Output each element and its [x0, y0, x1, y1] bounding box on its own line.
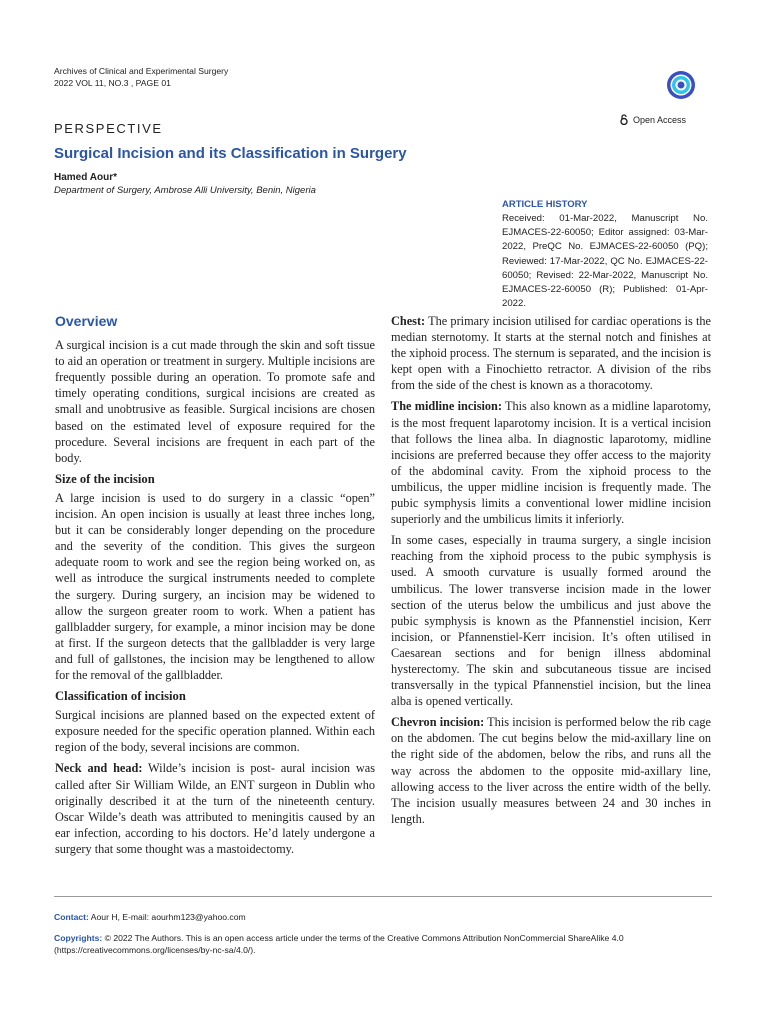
chevron-label: Chevron incision:	[391, 715, 485, 730]
size-paragraph: A large incision is used to do surgery in a classic “open” incision. An open incision is usually at least three inches long, but it can be considerably longer depending on the procedure and the severity of the condition. This gives the surgeon adequate room to work and see the region being worked on, as well as introduce the surgical instruments needed to complete the surgery. During surgery, an incision may be widened to allow the surgeon greater room to work. When a patient has gallbladder surgery, for example, a minor incision may be done at first. If the surgeon detects that the gallbladder is very large and full of gallstones, the incision may be lengthened to allow for the removal of the gallbladder.	[55, 490, 375, 682]
article-title: Surgical Incision and its Classification in Surgery	[54, 145, 407, 162]
section-label: PERSPECTIVE	[54, 121, 163, 136]
contact-text: Aour H, E-mail: aourhm123@yahoo.com	[90, 912, 246, 922]
article-history-text: Received: 01-Mar-2022, Manuscript No. EJMACES-22-60050; Editor assigned: 03-Mar-2022, PreQC No. EJMACES-22-60050 (PQ); Reviewed: 17-Mar-2022, QC No. EJMACES-22-60050; Revised: 22-Mar-2022, Manuscript No. EJMACES-22-60050 (R); Published: 01-Apr-2022.	[502, 213, 708, 310]
chevron-text: This incision is performed below the rib cage on the abdomen. The cut begins below the mid-axillary line on the right side of the abdomen, below the ribs, and runs all the way across the abdomen to the opposite mid-axillary line, allowing access to the liver across the entire width of the belly. The incision usually measures between 24 and 30 inches in length.	[391, 715, 711, 826]
midline-label: The midline incision:	[391, 399, 502, 414]
neck-head-label: Neck and head:	[55, 761, 143, 776]
overview-paragraph: A surgical incision is a cut made through the skin and soft tissue to aid an operation or treatment in surgery. Multiple incisions are frequently possible during an operation. To promote safe and timely operating conditions, surgical incisions are created as small and unobtrusive as feasible. Surgical incisions are chosen based on the estimated level of exposure required for the procedure. Several incisions are frequent in each part of the body.	[55, 338, 375, 465]
contact-line	[54, 912, 246, 922]
midline-text: This also known as a midline laparotomy, is the most frequent laparotomy incision. It is a vertical incision that follows the linea alba. In diagnostic laparotomy, midline incisions are preferred because they offer access to the majority of the abdominal cavity. From the xiphoid process to the umbilicus, the upper midline incision is frequently made. The pubic symphysis limits a conventional lower midline incision superiorly and the umbilicus limits it inferiorly.	[391, 399, 711, 527]
trauma-paragraph: In some cases, especially in trauma surgery, a single incision reaching from the xiphoid process to the pubic symphysis is used. A smooth curvature is usually formed around the umbilicus. The lower transverse incision made in the lower section of the uterus below the umbilicus and just above the pubic symphysis is known as the Pfannenstiel incision, Kerr incision, or Pfannenstiel-Kerr incision. It’s often utilised in Caesarean sections and for benign illness abdominal hysterectomy. The skin and subcutaneous tissue are incised transversally in the typical Pfannenstiel incision, but the linea alba is opened vertically.	[391, 533, 711, 709]
open-access-lock-icon	[620, 114, 628, 125]
body-column-right	[391, 313, 711, 832]
footer-divider	[54, 896, 712, 897]
author-affiliation: Department of Surgery, Ambrose Alli University, Benin, Nigeria	[54, 185, 316, 196]
open-access-badge	[620, 114, 686, 125]
overview-heading: Overview	[55, 313, 118, 329]
article-history	[502, 199, 708, 311]
classification-heading: Classification of incision	[55, 689, 186, 704]
journal-logo-icon	[666, 70, 696, 100]
midline-paragraph	[391, 398, 711, 527]
neck-head-text: Wilde’s incision is post- aural incision was called after Sir William Wilde, an ENT surgeon in Dublin who originally described it at the turn of the nineteenth century. Oscar Wilde’s death was attributed to meningitis caused by an ear infection, according to his doctors. He’d lately undergone a surgery that some thought was a mastoidectomy.	[55, 761, 375, 856]
author-name: Hamed Aour*	[54, 172, 117, 183]
copyright-label: Copyrights:	[54, 933, 103, 943]
journal-header	[54, 65, 228, 89]
chest-text: The primary incision utilised for cardiac operations is the median sternotomy. It starts at the sternal notch and finishes at the xiphoid process. The sternum is separated, and the incision is kept open with a Finochietto retractor. A division of the ribs from the side of the chest is known as a thoracotomy.	[391, 314, 712, 393]
body-column-left	[55, 313, 375, 862]
issue-line: 2022 VOL 11, NO.3 , PAGE 01	[54, 78, 171, 88]
contact-label: Contact:	[54, 912, 89, 922]
journal-name: Archives of Clinical and Experimental Surgery	[54, 66, 229, 76]
classification-paragraph: Surgical incisions are planned based on the expected extent of exposure needed for the specific operation planned. Within each region of the body, several incisions are common.	[55, 708, 375, 755]
chest-label: Chest:	[391, 314, 426, 328]
neck-head-paragraph	[55, 760, 375, 857]
open-access-label: Open Access	[633, 114, 687, 125]
chevron-paragraph	[391, 714, 711, 827]
chest-paragraph	[391, 313, 711, 393]
copyright-line	[54, 932, 714, 956]
copyright-text: © 2022 The Authors. This is an open access article under the terms of the Creative Commons Attribution NonCommercial ShareAlike 4.0 (https://creativecommons.org/licenses/by-nc-sa/4.0/).	[54, 933, 624, 955]
article-history-heading: ARTICLE HISTORY	[502, 199, 588, 210]
size-heading: Size of the incision	[55, 471, 155, 486]
